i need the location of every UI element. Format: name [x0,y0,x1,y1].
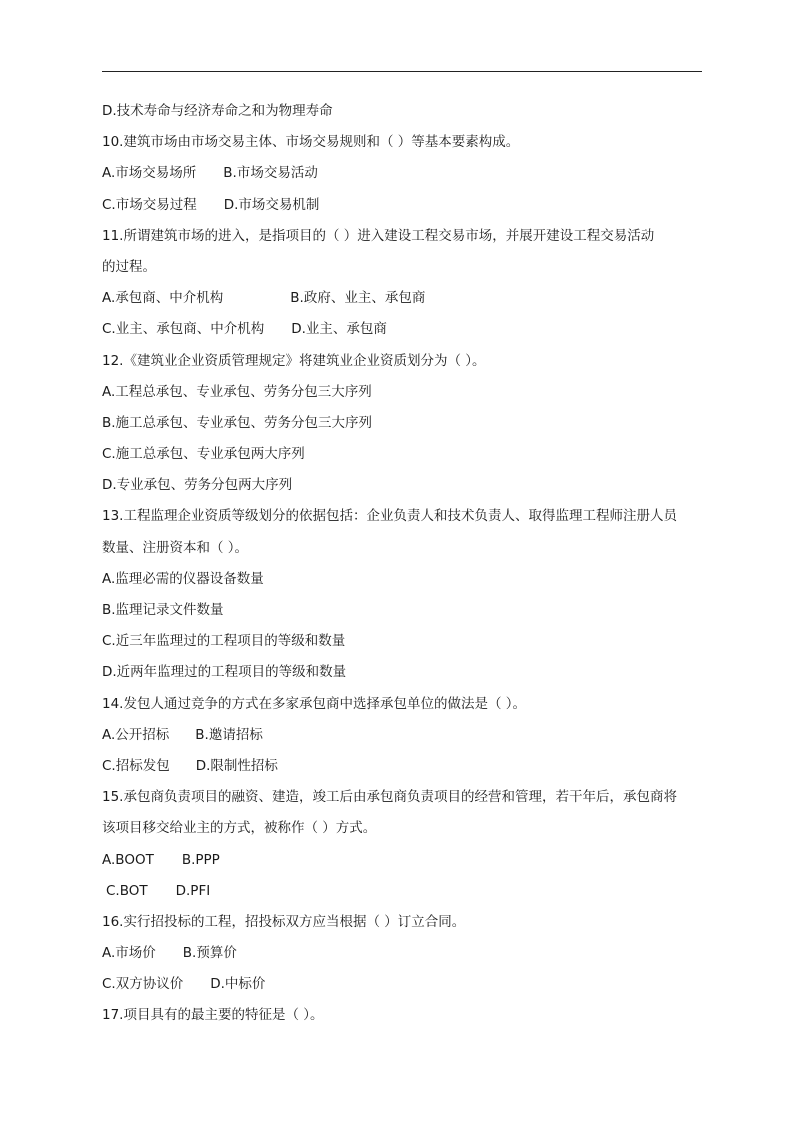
option-b: B.政府、业主、承包商 [290,290,426,307]
question-line [102,128,702,159]
question-line [102,814,702,845]
option-c: C.业主、承包商、中介机构 [102,321,265,338]
option-c: C.市场交易过程 [102,196,197,213]
options-line [102,409,702,440]
option-d: D.专业承包、劳务分包两大序列 [102,477,293,494]
option-b: B.监理记录文件数量 [102,602,224,618]
options-line [102,471,702,502]
line-text: 17.项目具有的最主要的特征是（ ）。 [102,1007,324,1024]
option-a: A.市场价 [102,945,156,962]
option-d: D.中标价 [210,976,266,993]
line-text: 10.建筑市场由市场交易主体、市场交易规则和（ ）等基本要素构成。 [102,134,520,151]
option-b: B.邀请招标 [195,726,263,743]
line-text: 数量、注册资本和（ ）。 [102,539,249,556]
options-line [102,565,702,596]
options-line [102,284,702,315]
question-line [102,1001,702,1032]
question-line [102,690,702,721]
document-body [102,97,702,1033]
options-line [102,846,702,877]
option-c: C.近三年监理过的工程项目的等级和数量 [102,633,346,650]
option-a: A.市场交易场所 [102,165,197,182]
line-text: 该项目移交给业主的方式，被称作（ ）方式。 [102,820,377,837]
option-b: B.PPP [181,851,220,868]
line-text: 11.所谓建筑市场的进入，是指项目的（ ）进入建设工程交易市场，并展开建设工程交易活动 [102,227,655,244]
options-line [102,315,702,346]
option-a: A.公开招标 [102,726,170,743]
line-text: D.技术寿命与经济寿命之和为物理寿命 [102,103,333,119]
options-line [102,378,702,409]
option-b: B.市场交易活动 [223,165,318,182]
options-line [102,658,702,689]
text-line [102,97,702,128]
question-line [102,222,702,253]
option-c: C.BOT [106,882,148,899]
option-d: D.限制性招标 [195,757,278,774]
options-line [102,877,702,908]
line-text: 16.实行招投标的工程，招投标双方应当根据（ ）订立合同。 [102,913,466,930]
option-a: A.工程总承包、专业承包、劳务分包三大序列 [102,383,372,400]
option-c: C.施工总承包、专业承包两大序列 [102,446,305,463]
option-d: D.市场交易机制 [223,196,320,213]
question-line [102,783,702,814]
options-line [102,939,702,970]
question-line [102,908,702,939]
line-text: 13.工程监理企业资质等级划分的依据包括：企业负责人和技术负责人、取得监理工程师注册人员 [102,508,677,525]
options-line [102,721,702,752]
options-line [102,191,702,222]
options-line [102,440,702,471]
header-rule [102,71,702,72]
line-text: 12.《建筑业企业资质管理规定》将建筑业企业资质划分为（ ）。 [102,352,486,369]
option-c: C.招标发包 [102,757,170,774]
option-a: A.监理必需的仪器设备数量 [102,570,264,587]
question-line [102,502,702,533]
option-d: D.近两年监理过的工程项目的等级和数量 [102,664,347,681]
line-text: 15.承包商负责项目的融资、建造，竣工后由承包商负责项目的经营和管理，若干年后，承包商将 [102,789,677,806]
options-line [102,752,702,783]
option-d: D.业主、承包商 [291,321,387,338]
option-a: A.承包商、中介机构 [102,290,224,307]
options-line [102,970,702,1001]
options-line [102,627,702,658]
question-line [102,347,702,378]
option-b: B.施工总承包、专业承包、劳务分包三大序列 [102,414,373,431]
question-line [102,253,702,284]
option-b: B.预算价 [182,945,237,962]
line-text: 14.发包人通过竞争的方式在多家承包商中选择承包单位的做法是（ ）。 [102,695,527,712]
option-a: A.BOOT [102,851,154,868]
options-line [102,596,702,627]
line-text: 的过程。 [102,258,156,275]
options-line [102,159,702,190]
option-d: D.PFI [175,882,211,899]
option-c: C.双方协议价 [102,976,184,993]
question-line [102,534,702,565]
